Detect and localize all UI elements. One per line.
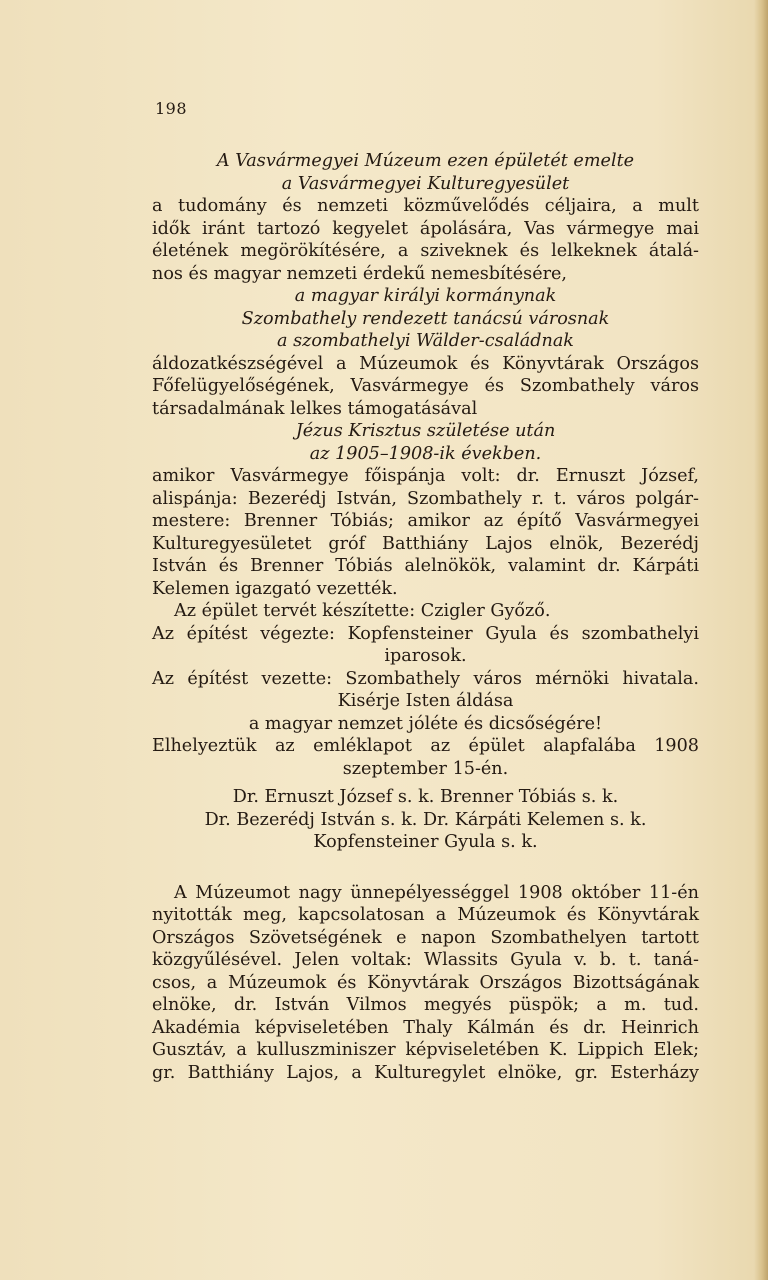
text-line: idők iránt tartozó kegyelet ápolására, Vas vármegye mai [152,218,699,239]
page-edge [754,0,768,1280]
text-line: iparosok. [384,646,467,666]
text-line: alispánja: Bezerédj István, Szombathely r. t. város polgár- [152,488,699,509]
text-line: életének megörökítésére, a sziveknek és lelkeknek átalá- [152,241,699,261]
text-line: Országos Szövetségének e napon Szombathelyen tartott [152,927,699,948]
text-line: amikor Vasvármegye főispánja volt: dr. Ernuszt József, [152,466,699,486]
text-line: Kulturegyesületet gróf Batthiány Lajos elnök, Bezerédj [152,533,699,554]
text-line: Az épület tervét készítette: Czigler Győző. [174,601,551,621]
text-line: Kopfensteiner Gyula s. k. [313,832,538,852]
text-line: társadalmának lelkes támogatásával [152,398,478,419]
text-line: mestere: Brenner Tóbiás; amikor az építő Vasvármegyei [152,511,699,531]
text-line: Akadémia képviseletében Thaly Kálmán és dr. Heinrich [152,1017,699,1038]
text-line: a magyar királyi kormánynak [294,286,557,306]
text-line: A Múzeumot nagy ünnepélyességgel 1908 október 11-én [174,882,699,903]
text-line: Kelemen igazgató vezették. [152,578,398,599]
text-line: a Vasvármegyei Kulturegyesület [281,173,570,194]
text-line: A Vasvármegyei Múzeum ezen épületét emelte [216,151,635,171]
text-line: Szombathely rendezett tanácsú városnak [241,308,610,329]
text-line: a magyar nemzet jóléte és dicsőségére! [248,713,603,734]
text-line: csos, a Múzeumok és Könyvtárak Országos Bizottságának [152,972,699,993]
text-line: az 1905–1908-ik években. [309,443,542,464]
text-line: a szombathelyi Wälder-családnak [277,331,574,351]
text-line: közgyűlésével. Jelen voltak: Wlassits Gyula v. b. t. taná- [152,950,699,970]
text-line: a tudomány és nemzeti közművelődés céljaira, a mult [152,196,699,216]
text-line: Dr. Ernuszt József s. k. Brenner Tóbiás s. k. [232,787,619,807]
text-line: Kisérje Isten áldása [337,691,514,711]
text-line: elnöke, dr. István Vilmos megyés püspök; a m. tud. [152,995,699,1015]
text-line: Dr. Bezerédj István s. k. Dr. Kárpáti Kelemen s. k. [204,809,647,830]
page-number: 198 [155,99,188,118]
text-line: Gusztáv, a kulluszminiszer képviseletében K. Lippich Elek; [152,1040,699,1060]
text-line: Elhelyeztük az emléklapot az épület alapfalába 1908 [152,736,699,756]
text-line: Jézus Krisztus születése után [295,421,556,441]
text-line: nyitották meg, kapcsolatosan a Múzeumok és Könyvtárak [152,905,699,925]
body-text [152,150,699,1084]
text-line: gr. Batthiány Lajos, a Kulturegylet elnöke, gr. Esterházy [152,1062,699,1083]
text-line: nos és magyar nemzeti érdekű nemesbítésére, [152,263,568,284]
text-line: Főfelügyelőségének, Vasvármegye és Szombathely város [152,376,699,396]
text-line: Az építést végezte: Kopfensteiner Gyula és szombathelyi [152,623,699,644]
text-line: áldozatkészségével a Múzeumok és Könyvtárak Országos [152,353,699,374]
text-line: szeptember 15-én. [342,758,509,779]
text-line: István és Brenner Tóbiás alelnökök, valamint dr. Kárpáti [152,556,699,576]
text-line: Az építést vezette: Szombathely város mérnöki hivatala. [152,668,699,689]
